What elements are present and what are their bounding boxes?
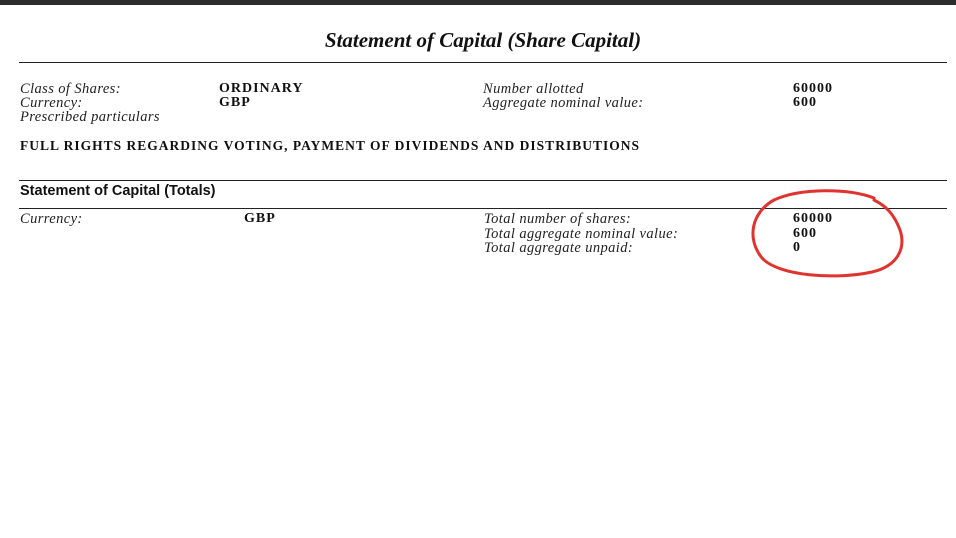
totals-currency-label: Currency: bbox=[20, 211, 83, 227]
total-shares-label: Total number of shares: bbox=[484, 211, 632, 227]
aggregate-nominal-label: Aggregate nominal value: bbox=[483, 95, 644, 111]
number-allotted-value: 60000 bbox=[793, 81, 833, 96]
top-border-bar bbox=[0, 0, 956, 5]
total-nominal-label: Total aggregate nominal value: bbox=[484, 226, 679, 242]
class-of-shares-value: ORDINARY bbox=[219, 81, 304, 96]
totals-heading: Statement of Capital (Totals) bbox=[20, 183, 216, 199]
divider-totals-top bbox=[19, 180, 947, 181]
divider-top bbox=[19, 62, 947, 63]
currency-value: GBP bbox=[219, 95, 251, 110]
total-unpaid-value: 0 bbox=[793, 240, 801, 255]
red-circle-annotation bbox=[748, 186, 908, 282]
prescribed-particulars-label: Prescribed particulars bbox=[20, 109, 160, 125]
total-nominal-value: 600 bbox=[793, 226, 817, 241]
red-circle-stroke bbox=[753, 191, 902, 276]
aggregate-nominal-value: 600 bbox=[793, 95, 817, 110]
totals-currency-value: GBP bbox=[244, 211, 276, 226]
total-shares-value: 60000 bbox=[793, 211, 833, 226]
currency-label: Currency: bbox=[20, 95, 83, 111]
number-allotted-label: Number allotted bbox=[483, 81, 584, 97]
class-of-shares-label: Class of Shares: bbox=[20, 81, 121, 97]
prescribed-particulars-text: FULL RIGHTS REGARDING VOTING, PAYMENT OF DIVIDENDS AND DISTRIBUTIONS bbox=[20, 138, 640, 153]
divider-totals-bottom bbox=[19, 208, 947, 209]
total-unpaid-label: Total aggregate unpaid: bbox=[484, 240, 634, 256]
page-title: Statement of Capital (Share Capital) bbox=[324, 28, 642, 52]
